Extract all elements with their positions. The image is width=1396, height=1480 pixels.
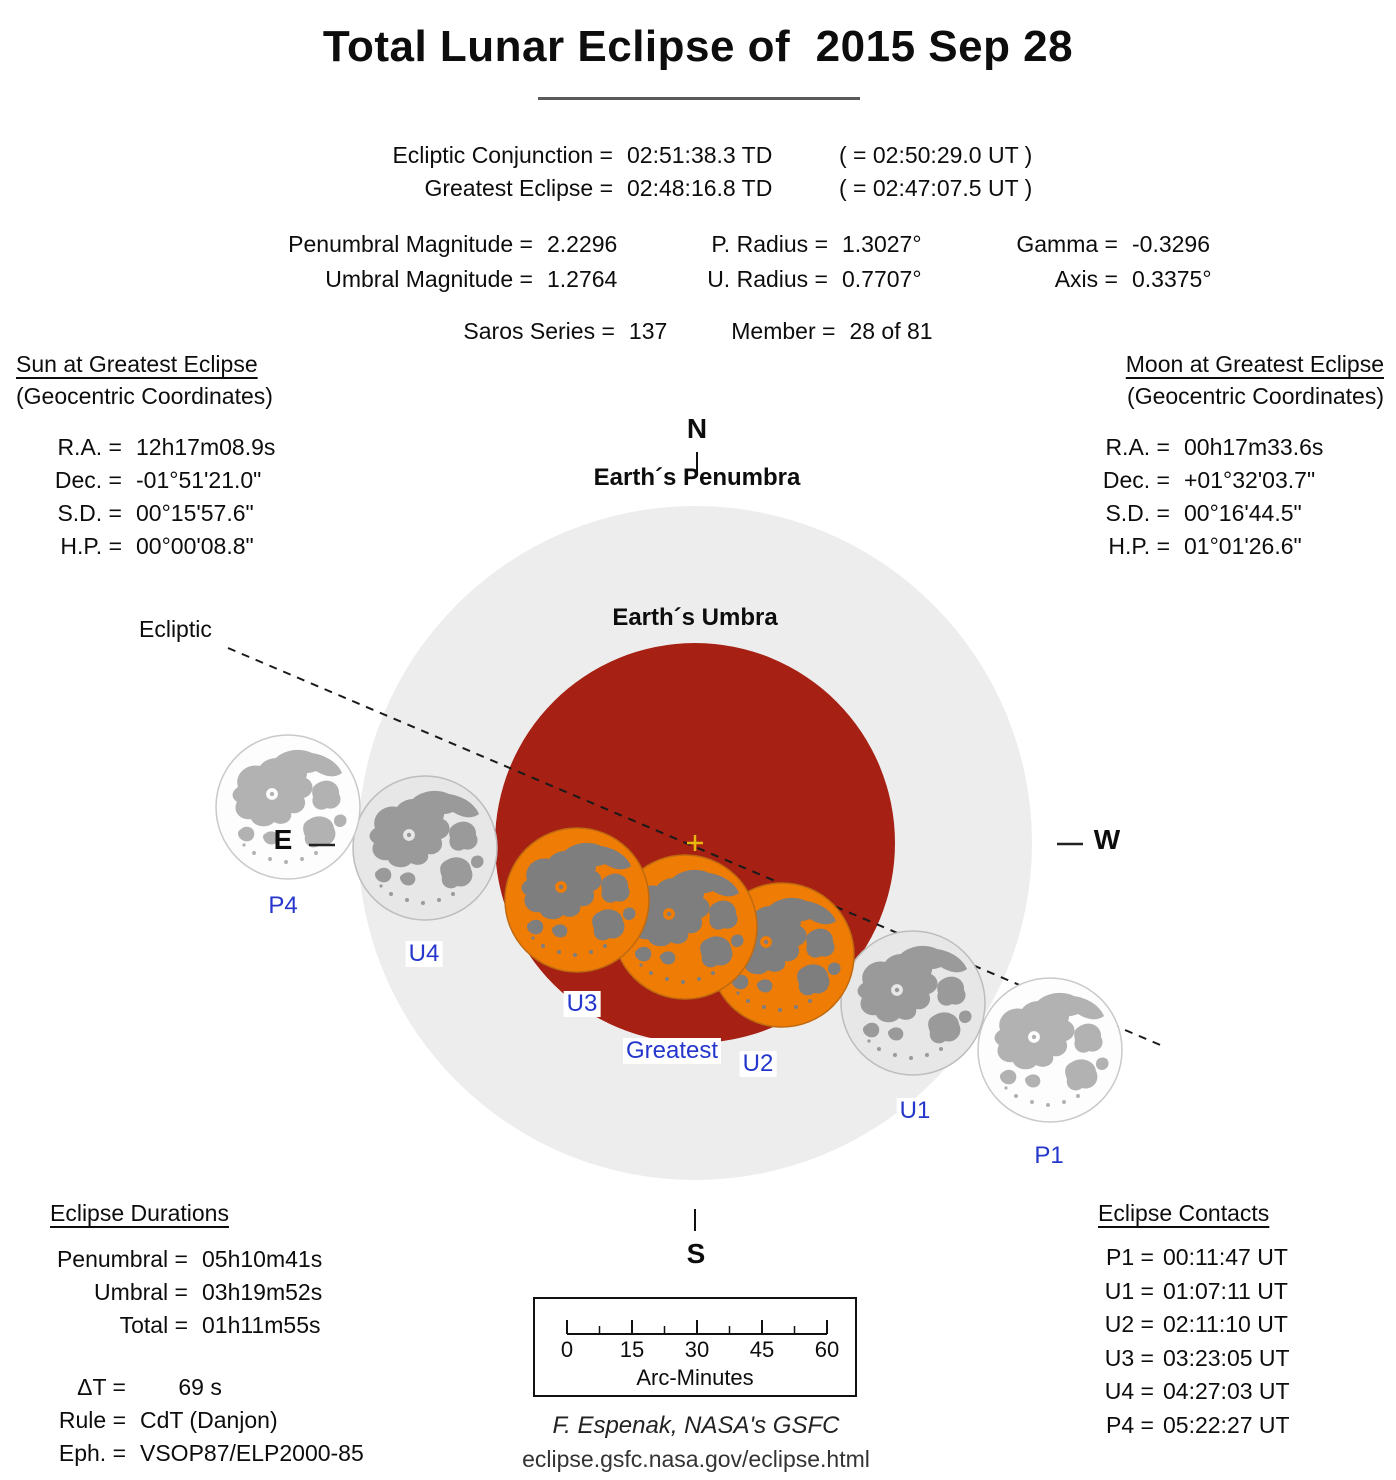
conjunction-td-value: 02:51:38.3 TD (627, 142, 773, 168)
eclipse-durations-block (20, 1200, 440, 1470)
moon-label-u2: U2 (740, 1051, 777, 1077)
saros-member-label: Member = (731, 318, 836, 344)
durations-title: Eclipse Durations (50, 1200, 229, 1226)
credit-line: F. Espenak, NASA's GSFC (552, 1412, 840, 1439)
moon-p4-shape (216, 735, 360, 879)
moon-ra-label: R.A. = (1105, 434, 1170, 460)
scale-tick-0: 0 (560, 1337, 574, 1362)
moon-label-p4: P4 (265, 893, 300, 919)
contact-u4-value: 04:27:03 UT (1163, 1378, 1290, 1404)
axis-label: Axis = (1054, 266, 1118, 292)
contact-u3-value: 03:23:05 UT (1163, 1344, 1290, 1371)
umbral-duration-label: Umbral = (94, 1279, 188, 1305)
greatest-eclipse-td-value: 02:48:16.8 TD (627, 175, 773, 201)
contact-p1-value: 00:11:47 UT (1163, 1244, 1288, 1270)
scale-tick-45: 45 (749, 1337, 775, 1362)
umbra-label: Earth´s Umbra (612, 604, 778, 631)
saros-series-label: Saros Series = (463, 318, 615, 344)
scale-units-label: Arc-Minutes (636, 1365, 754, 1390)
ecliptic-label: Ecliptic (139, 616, 212, 642)
moon-p1-shape (978, 978, 1122, 1122)
total-duration-label: Total = (119, 1312, 188, 1338)
west-label: W (1093, 824, 1121, 855)
scale-ticks (535, 1307, 855, 1337)
penumbral-duration-value: 05h10m41s (202, 1246, 323, 1272)
contact-u3-label: U3 = (1104, 1344, 1154, 1371)
umbral-duration-value: 03h19m52s (202, 1279, 323, 1305)
gamma-value: -0.3296 (1132, 231, 1211, 257)
south-label: S (686, 1238, 706, 1269)
moon-dec-value: +01°32'03.7" (1184, 467, 1316, 493)
scale-tick-30: 30 (684, 1337, 710, 1362)
moon-ra-value: 00h17m33.6s (1184, 434, 1324, 460)
axis-value: 0.3375° (1132, 266, 1212, 292)
p-radius-value: 1.3027° (842, 231, 922, 257)
moon-block-subtitle: (Geocentric Coordinates) (1127, 383, 1384, 409)
contact-u1-label: U1 = (1104, 1277, 1154, 1304)
moon-u4-shape (353, 776, 497, 920)
arc-minutes-scale (533, 1297, 857, 1397)
penumbral-magnitude-label: Penumbral Magnitude = (288, 231, 533, 257)
moon-hp-label: H.P. = (1108, 533, 1170, 559)
contact-u2-label: U2 = (1104, 1311, 1154, 1337)
greatest-eclipse-ut-value: ( = 02:47:07.5 UT ) (839, 175, 1033, 201)
moon-label-u4: U4 (406, 941, 443, 967)
umbral-magnitude-label: Umbral Magnitude = (325, 266, 533, 292)
sun-hp-value: 00°00'08.8" (136, 533, 254, 559)
gamma-label: Gamma = (1016, 231, 1118, 257)
greatest-eclipse-label: Greatest Eclipse = (424, 175, 613, 201)
east-label: E (273, 824, 293, 855)
p-radius-label: P. Radius = (711, 231, 828, 257)
sun-ra-label: R.A. = (57, 434, 122, 460)
saros-series-value: 137 (628, 318, 668, 344)
sun-ra-value: 12h17m08.9s (136, 434, 276, 460)
sun-block-subtitle: (Geocentric Coordinates) (16, 383, 273, 409)
scale-tick-15: 15 (619, 1337, 645, 1362)
saros-member-value: 28 of 81 (849, 318, 933, 344)
penumbral-magnitude-value: 2.2296 (547, 231, 618, 257)
scale-tick-60: 60 (814, 1337, 840, 1362)
moon-label-p1: P1 (1031, 1143, 1066, 1169)
conjunction-ut-value: ( = 02:50:29.0 UT ) (839, 142, 1033, 168)
conjunction-label: Ecliptic Conjunction = (392, 142, 613, 168)
sun-dec-value: -01°51'21.0" (136, 467, 262, 493)
source-url: eclipse.gsfc.nasa.gov/eclipse.html (522, 1446, 870, 1472)
total-duration-value: 01h11m55s (202, 1312, 321, 1338)
contact-p1-label: P1 = (1106, 1244, 1154, 1270)
delta-t-value: 69 s (140, 1374, 222, 1400)
penumbral-duration-label: Penumbral = (56, 1246, 188, 1272)
moon-label-u1: U1 (897, 1098, 934, 1124)
moon-dec-label: Dec. = (1102, 467, 1170, 493)
page-title: Total Lunar Eclipse of 2015 Sep 28 (322, 22, 1074, 71)
sun-block-title: Sun at Greatest Eclipse (16, 351, 258, 377)
contact-p4-label: P4 = (1106, 1411, 1154, 1438)
north-label: N (686, 413, 708, 444)
contact-u1-value: 01:07:11 UT (1163, 1277, 1288, 1304)
contacts-title: Eclipse Contacts (1098, 1200, 1270, 1226)
rule-label: Rule = (58, 1407, 126, 1433)
sun-dec-label: Dec. = (54, 467, 122, 493)
moon-block-title: Moon at Greatest Eclipse (1125, 351, 1384, 377)
moon-label-greatest: Greatest (623, 1038, 721, 1064)
delta-t-label: ΔT = (77, 1374, 126, 1400)
eclipse-contacts-block (1080, 1200, 1390, 1442)
ephemeris-value: VSOP87/ELP2000-85 (140, 1440, 364, 1466)
moon-sd-label: S.D. = (1105, 500, 1170, 526)
moon-u3-shape (505, 828, 649, 972)
contact-p4-value: 05:22:27 UT (1163, 1411, 1290, 1438)
moon-sd-value: 00°16'44.5" (1184, 500, 1302, 526)
sun-sd-label: S.D. = (57, 500, 122, 526)
rule-value: CdT (Danjon) (140, 1407, 278, 1433)
sun-sd-value: 00°15'57.6" (136, 500, 254, 526)
moon-label-u3: U3 (564, 991, 601, 1017)
moon-hp-value: 01°01'26.6" (1184, 533, 1302, 559)
sun-hp-label: H.P. = (60, 533, 122, 559)
u-radius-label: U. Radius = (707, 266, 828, 292)
ephemeris-label: Eph. = (58, 1440, 126, 1466)
umbral-magnitude-value: 1.2764 (547, 266, 618, 292)
contact-u4-label: U4 = (1104, 1378, 1154, 1404)
penumbra-label: Earth´s Penumbra (593, 464, 801, 491)
moon-u1-shape (841, 931, 985, 1075)
contact-u2-value: 02:11:10 UT (1163, 1311, 1288, 1337)
u-radius-value: 0.7707° (842, 266, 922, 292)
